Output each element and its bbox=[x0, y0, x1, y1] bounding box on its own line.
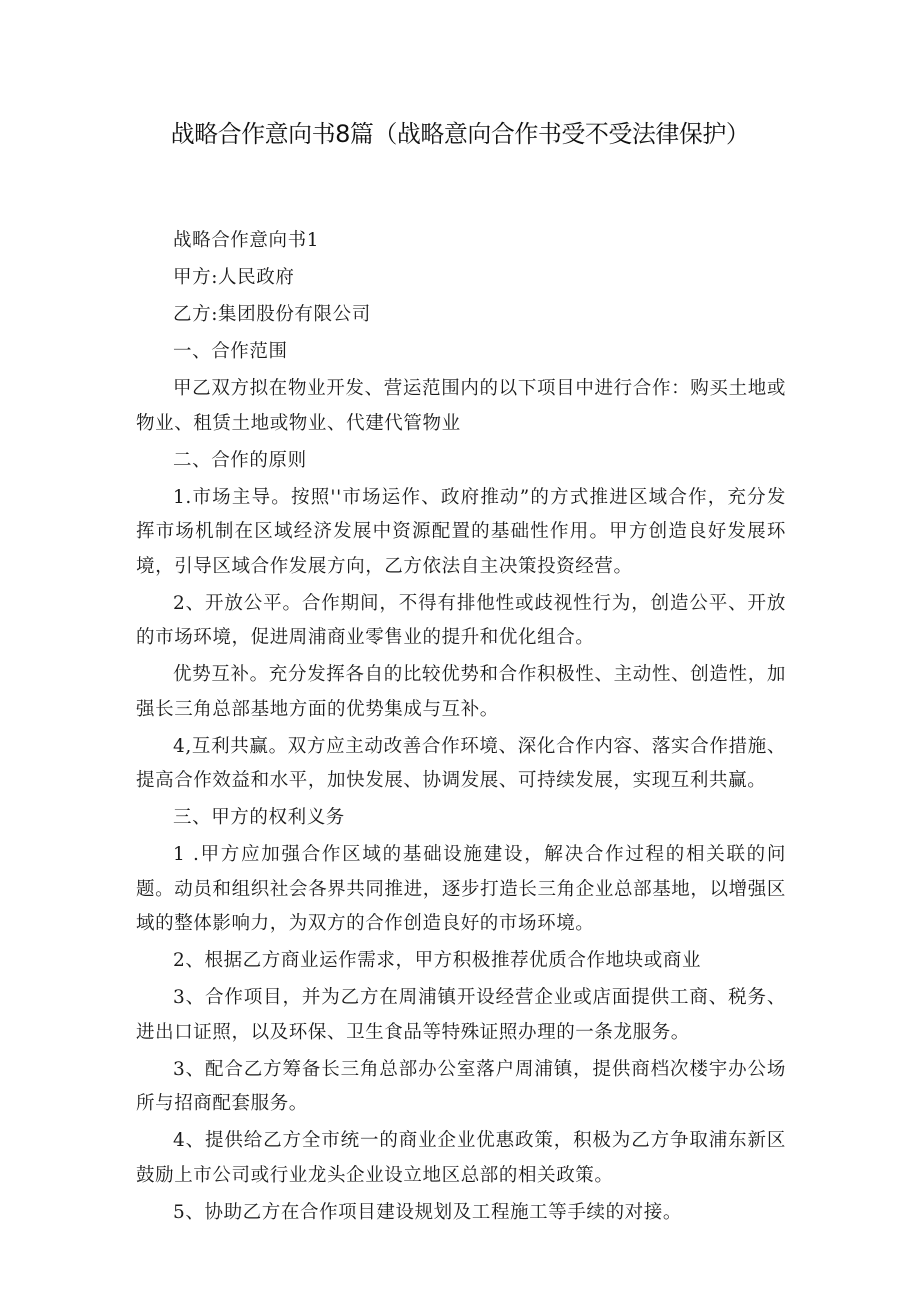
paragraph-party-a-4: 4、提供给乙方全市统一的商业企业优惠政策，积极为乙方争取浦东新区鼓励上市公司或行业龙头企业设立地区总部的相关政策。 bbox=[136, 1130, 786, 1186]
paragraph-party-a-3: 3、合作项目，并为乙方在周浦镇开设经营企业或店面提供工商、税务、进出口证照，以及环保、卫生食品等特殊证照办理的一条龙服务。 bbox=[136, 987, 786, 1043]
paragraph-principle-2: 2、开放公平。合作期间，不得有排他性或歧视性行为，创造公平、开放的市场环境，促进周浦商业零售业的提升和优化组合。 bbox=[136, 592, 786, 648]
section-heading-party-a-rights: 三、甲方的权利义务 bbox=[173, 807, 345, 828]
document-title: 战略合作意向书8篇（战略意向合作书受不受法律保护） bbox=[170, 120, 750, 148]
party-b-line: 乙方:集团股份有限公司 bbox=[173, 304, 371, 325]
paragraph-principle-4: 4,互利共赢。双方应主动改善合作环境、深化合作内容、落实合作措施、提高合作效益和水平，加快发展、协调发展、可持续发展，实现互利共赢。 bbox=[136, 735, 786, 791]
paragraph-principle-1: 1.市场主导。按照''市场运作、政府推动”的方式推进区域合作，充分发挥市场机制在区域经济发展中资源配置的基础性作用。甲方创造良好发展环境，引导区域合作发展方向，乙方依法自主决策投资经营。 bbox=[136, 486, 786, 577]
paragraph-party-a-5: 5、协助乙方在合作项目建设规划及工程施工等手续的对接。 bbox=[173, 1201, 682, 1223]
paragraph-party-a-3b: 3、配合乙方筹备长三角总部办公室落户周浦镇，提供商档次楼宇办公场所与招商配套服务。 bbox=[136, 1058, 786, 1114]
paragraph-party-a-1: 1 .甲方应加强合作区域的基础设施建设，解决合作过程的相关联的问题。动员和组织社会各界共同推进，逐步打造长三角企业总部基地，以增强区域的整体影响力，为双方的合作创造良好的市场环境。 bbox=[136, 844, 786, 934]
section-heading-principles: 二、合作的原则 bbox=[173, 449, 307, 471]
document-body bbox=[136, 224, 786, 1233]
paragraph-scope: 甲乙双方拟在物业开发、营运范围内的以下项目中进行合作：购买土地或物业、租赁土地或物业、代建代管物业 bbox=[136, 378, 786, 434]
section-heading-letter-title: 战略合作意向书1 bbox=[173, 230, 320, 251]
paragraph-principle-3: 优势互补。充分发挥各自的比较优势和合作积极性、主动性、创造性，加强长三角总部基地方面的优势集成与互补。 bbox=[136, 664, 786, 720]
party-a-line: 甲方:人民政府 bbox=[173, 267, 295, 288]
section-heading-scope: 一、合作范围 bbox=[173, 341, 288, 362]
paragraph-party-a-2: 2、根据乙方商业运作需求，甲方积极推荐优质合作地块或商业 bbox=[173, 950, 702, 971]
